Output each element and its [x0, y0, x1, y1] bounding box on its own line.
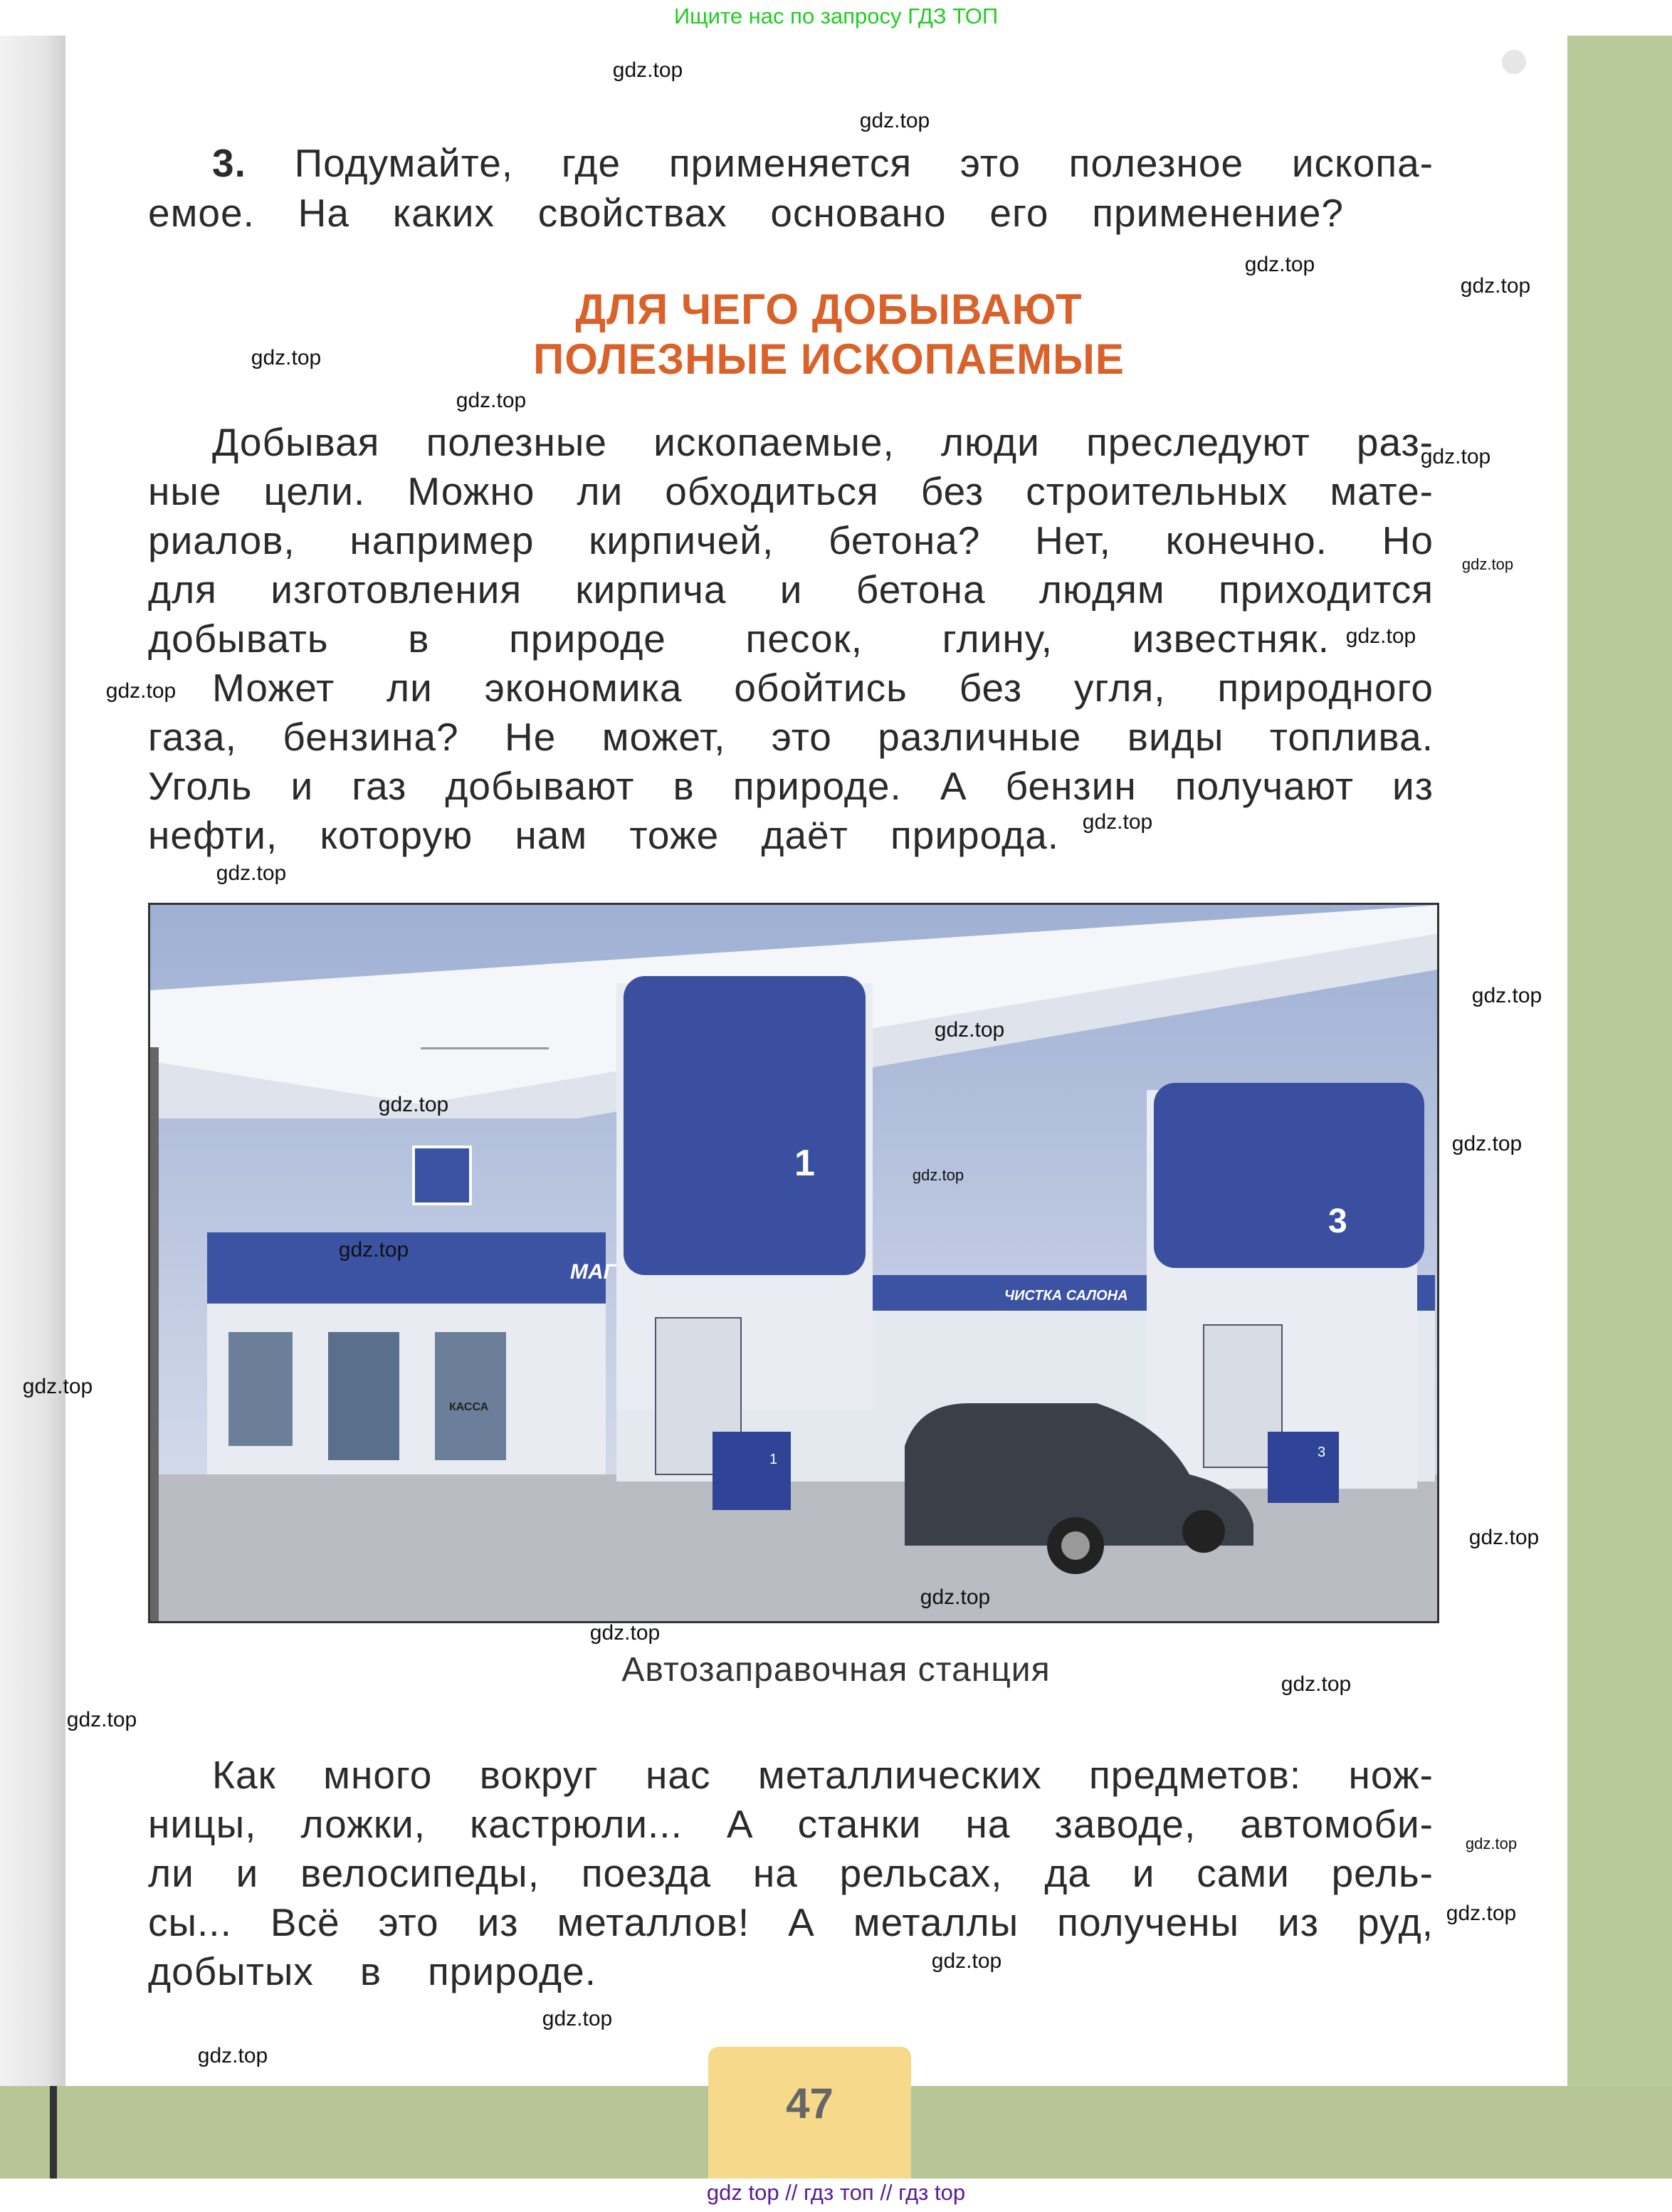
watermark: gdz.top [1461, 555, 1514, 573]
page-number-tab [708, 2047, 911, 2179]
paragraph-line: Уголь и газ добывают в природе. А бензин получают из [148, 764, 1434, 808]
search-banner[interactable]: Ищите нас по запросу ГДЗ ТОП [0, 0, 1672, 36]
task-line: емое. На каких свойствах основано его применение? [148, 191, 1344, 235]
watermark: gdz.top [1420, 445, 1491, 468]
watermark: gdz.top [934, 1018, 1005, 1042]
watermark: gdz.top [920, 1585, 991, 1609]
watermark: gdz.top [589, 1621, 661, 1645]
paragraph-line: газа, бензина? Не может, это различные виды топлива. [148, 715, 1434, 759]
column-number-1: 1 [794, 1143, 815, 1184]
watermark: gdz.top [1468, 1526, 1540, 1549]
watermark: gdz.top [1082, 810, 1153, 834]
paragraph-line: Как много вокруг нас металлических предметов: нож- [212, 1753, 1434, 1797]
page-number: 47 [786, 2080, 834, 2127]
section-heading: ДЛЯ ЧЕГО ДОБЫВАЮТ [575, 285, 1083, 333]
paragraph-line: ницы, ложки, кастрюли... А станки на заводе, автомоби- [148, 1802, 1434, 1846]
section-heading: ПОЛЕЗНЫЕ ИСКОПАЕМЫЕ [533, 335, 1125, 383]
footer-links[interactable]: gdz top // гдз топ // гдз top [0, 2179, 1672, 2212]
gas-station-photo [148, 903, 1439, 1623]
watermark: gdz.top [66, 1708, 137, 1731]
paragraph-line: риалов, например кирпичей, бетона? Нет, конечно. Но [148, 518, 1434, 562]
column-number-3: 3 [1328, 1202, 1347, 1240]
paragraph-line: Добывая полезные ископаемые, люди преследуют раз- [212, 420, 1434, 464]
watermark: gdz.top [1345, 624, 1416, 648]
decorative-dot [1502, 50, 1526, 74]
wash-sign: ЧИСТКА САЛОНА [1004, 1288, 1128, 1304]
watermark: gdz.top [1471, 984, 1542, 1007]
watermark: gdz.top [197, 2044, 268, 2067]
watermark: gdz.top [1281, 1672, 1352, 1696]
task-text: Подумайте, где применяется это полезное ископа- [294, 141, 1434, 185]
watermark: gdz.top [1451, 1132, 1523, 1155]
watermark: gdz.top [22, 1375, 93, 1398]
watermark: gdz.top [931, 1949, 1002, 1973]
watermark: gdz.top [1465, 1835, 1518, 1852]
paragraph-line: добывать в природе песок, глину, известняк. [148, 617, 1330, 661]
paragraph-line: нефти, которую нам тоже даёт природа. [148, 813, 1059, 857]
watermark: gdz.top [912, 1166, 964, 1184]
paragraph-line: Может ли экономика обойтись без угля, природного [212, 666, 1434, 710]
paragraph-line: сы... Всё это из металлов! А металлы получены из руд, [148, 1900, 1434, 1944]
task-number: 3. [212, 141, 246, 185]
watermark: gdz.top [378, 1093, 449, 1116]
paragraph-line: для изготовления кирпича и бетона людям приходится [148, 567, 1434, 612]
paragraph-line: ные цели. Можно ли обходиться без строительных мате- [148, 469, 1434, 513]
watermark: gdz.top [456, 389, 527, 412]
cashier-sign: КАССА [449, 1401, 489, 1413]
watermark: gdz.top [859, 109, 930, 132]
watermark: gdz.top [612, 58, 683, 82]
pump-number-1: 1 [769, 1452, 778, 1467]
watermark: gdz.top [251, 346, 322, 369]
watermark: gdz.top [1446, 1902, 1517, 1925]
watermark: gdz.top [338, 1238, 409, 1262]
watermark: gdz.top [105, 679, 177, 703]
task-line [212, 140, 1434, 187]
paragraph-line: ли и велосипеды, поезда на рельсах, да и сами рель- [148, 1851, 1434, 1895]
watermark: gdz.top [216, 861, 287, 885]
paragraph-line: добытых в природе. [148, 1949, 596, 1993]
shop-sign: МАГ [570, 1260, 617, 1284]
watermark: gdz.top [1460, 274, 1531, 298]
pump-number-3: 3 [1318, 1445, 1326, 1460]
photo-caption: Автозаправочная станция [621, 1651, 1051, 1689]
watermark: gdz.top [542, 2007, 613, 2030]
watermark: gdz.top [1244, 253, 1315, 276]
